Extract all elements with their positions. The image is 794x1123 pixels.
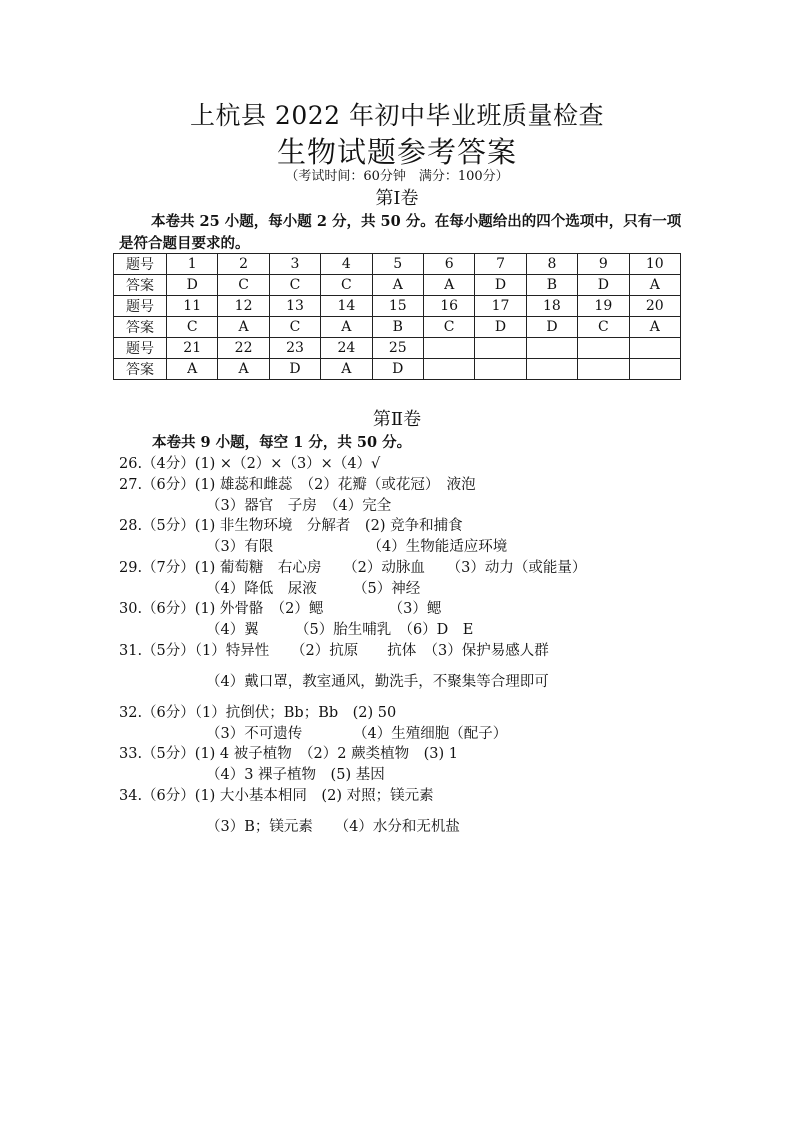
answer-line-q26: 26.（4分）(1) ×（2）×（3）×（4）√ [119,456,381,472]
answer-table-cell: A [321,359,372,380]
answer-table-cell: 5 [372,254,423,275]
exam-info: （考试时间：60分钟 满分：100分） [285,169,509,184]
answer-table-cell: 16 [423,296,474,317]
answer-table-row-label: 答案 [114,275,167,296]
answer-table-cell: 2 [218,254,269,275]
answer-table-row [114,317,681,338]
answer-line-q27: 27.（6分）(1) 雄蕊和雌蕊 （2）花瓣（或花冠） 液泡 [119,477,476,493]
answer-line-q31: 31.（5分）（1）特异性 （2）抗原 抗体 （3）保护易感人群 [119,643,549,659]
answer-table-cell [526,338,577,359]
answer-table-cell: D [269,359,320,380]
answer-table-cell [578,338,629,359]
answer-line-q28-cont: （3）有限 （4）生物能适应环境 [206,539,508,555]
answer-table-cell: 7 [475,254,526,275]
answer-table-cell: 25 [372,338,423,359]
answer-table-cell: A [423,275,474,296]
answer-table-cell: 18 [526,296,577,317]
answer-line-q33: 33.（5分）(1) 4 被子植物 （2）2 蕨类植物 (3) 1 [119,746,458,762]
answer-table-cell: 14 [321,296,372,317]
answer-table-cell: D [526,317,577,338]
answer-table-row [114,296,681,317]
answer-table-cell: A [629,317,680,338]
answer-table-row-label: 题号 [114,338,167,359]
answer-line-q30-cont: （4）翼 （5）胎生哺乳 （6）D E [206,622,474,638]
answer-table-cell: 1 [167,254,218,275]
answer-table-cell: 21 [167,338,218,359]
answer-table-cell: A [629,275,680,296]
part1-title: 第Ⅰ卷 [375,188,419,209]
answer-table-cell: D [475,317,526,338]
answer-table-cell: C [423,317,474,338]
answer-table-cell: A [218,359,269,380]
answer-table-cell: 6 [423,254,474,275]
answer-table-cell [629,338,680,359]
answer-line-q33-cont: （4）3 裸子植物 (5) 基因 [206,767,385,783]
answer-line-q34-cont: （3）B；镁元素 （4）水分和无机盐 [206,819,460,835]
answer-table-cell [629,359,680,380]
part1-intro: 本卷共 25 小题，每小题 2 分，共 50 分。在每小题给出的四个选项中，只有一项是符合题目要求的。 [119,213,682,252]
answer-table-cell: C [167,317,218,338]
answer-table-row [114,359,681,380]
answer-table-cell: B [526,275,577,296]
answer-table-cell: D [475,275,526,296]
answer-table-cell: 10 [629,254,680,275]
answer-line-q32-cont: （3）不可遗传 （4）生殖细胞（配子） [206,726,508,742]
answer-table-cell: D [578,275,629,296]
answer-table-cell: 20 [629,296,680,317]
answer-line-q30: 30.（6分）(1) 外骨骼 （2）鳃 （3）鳃 [119,601,442,617]
answer-table-cell: A [218,317,269,338]
answer-table-cell [423,359,474,380]
answer-table-cell [526,359,577,380]
answer-table-cell: 9 [578,254,629,275]
answer-table-row-label: 答案 [114,317,167,338]
answer-line-q34: 34.（6分）(1) 大小基本相同 (2) 对照；镁元素 [119,788,434,804]
answer-table-cell: 24 [321,338,372,359]
answer-table-cell: C [321,275,372,296]
answer-table-cell: 3 [269,254,320,275]
part2-intro: 本卷共 9 小题，每空 1 分，共 50 分。 [152,434,412,451]
answer-line-q27-cont: （3）器官 子房 （4）完全 [206,498,392,514]
answer-table-row [114,254,681,275]
answer-table-row-label: 答案 [114,359,167,380]
answer-line-q29-cont: （4）降低 尿液 （5）神经 [206,581,421,597]
answer-table-cell: 23 [269,338,320,359]
answer-table-cell: A [372,275,423,296]
answer-table [113,253,681,380]
answer-table-cell: C [269,275,320,296]
answer-table-cell: 22 [218,338,269,359]
answer-table-cell: C [578,317,629,338]
answer-table-cell: A [321,317,372,338]
answer-line-q32: 32.（6分）（1）抗倒伏；Bb；Bb (2) 50 [119,705,397,721]
document-subtitle: 生物试题参考答案 [276,135,517,169]
answer-table-cell: 4 [321,254,372,275]
answer-table-cell: 17 [475,296,526,317]
answer-table-row [114,338,681,359]
answer-table-cell: 11 [167,296,218,317]
answer-table-cell: A [167,359,218,380]
answer-table-row-label: 题号 [114,296,167,317]
answer-table-cell [423,338,474,359]
answer-table-row [114,275,681,296]
answer-table-cell: 8 [526,254,577,275]
answer-table-cell [475,338,526,359]
answer-line-q31-cont: （4）戴口罩，教室通风，勤洗手，不聚集等合理即可 [206,674,549,690]
answer-table-cell: 12 [218,296,269,317]
answer-table-cell: 13 [269,296,320,317]
answer-table-cell: C [269,317,320,338]
answer-table-cell: D [372,359,423,380]
document-title: 上杭县 2022 年初中毕业班质量检查 [189,101,605,130]
answer-line-q29: 29.（7分）(1) 葡萄糖 右心房 （2）动脉血 （3）动力（或能量） [119,560,587,576]
answer-line-q28: 28.（5分）(1) 非生物环境 分解者 (2) 竞争和捕食 [119,518,463,534]
answer-table-cell: B [372,317,423,338]
answer-table-cell [578,359,629,380]
answer-table-cell [475,359,526,380]
answer-table-row-label: 题号 [114,254,167,275]
answer-table-cell: C [218,275,269,296]
answer-table-cell: 19 [578,296,629,317]
answer-table-cell: D [167,275,218,296]
part2-title: 第Ⅱ卷 [372,409,422,430]
answer-table-cell: 15 [372,296,423,317]
